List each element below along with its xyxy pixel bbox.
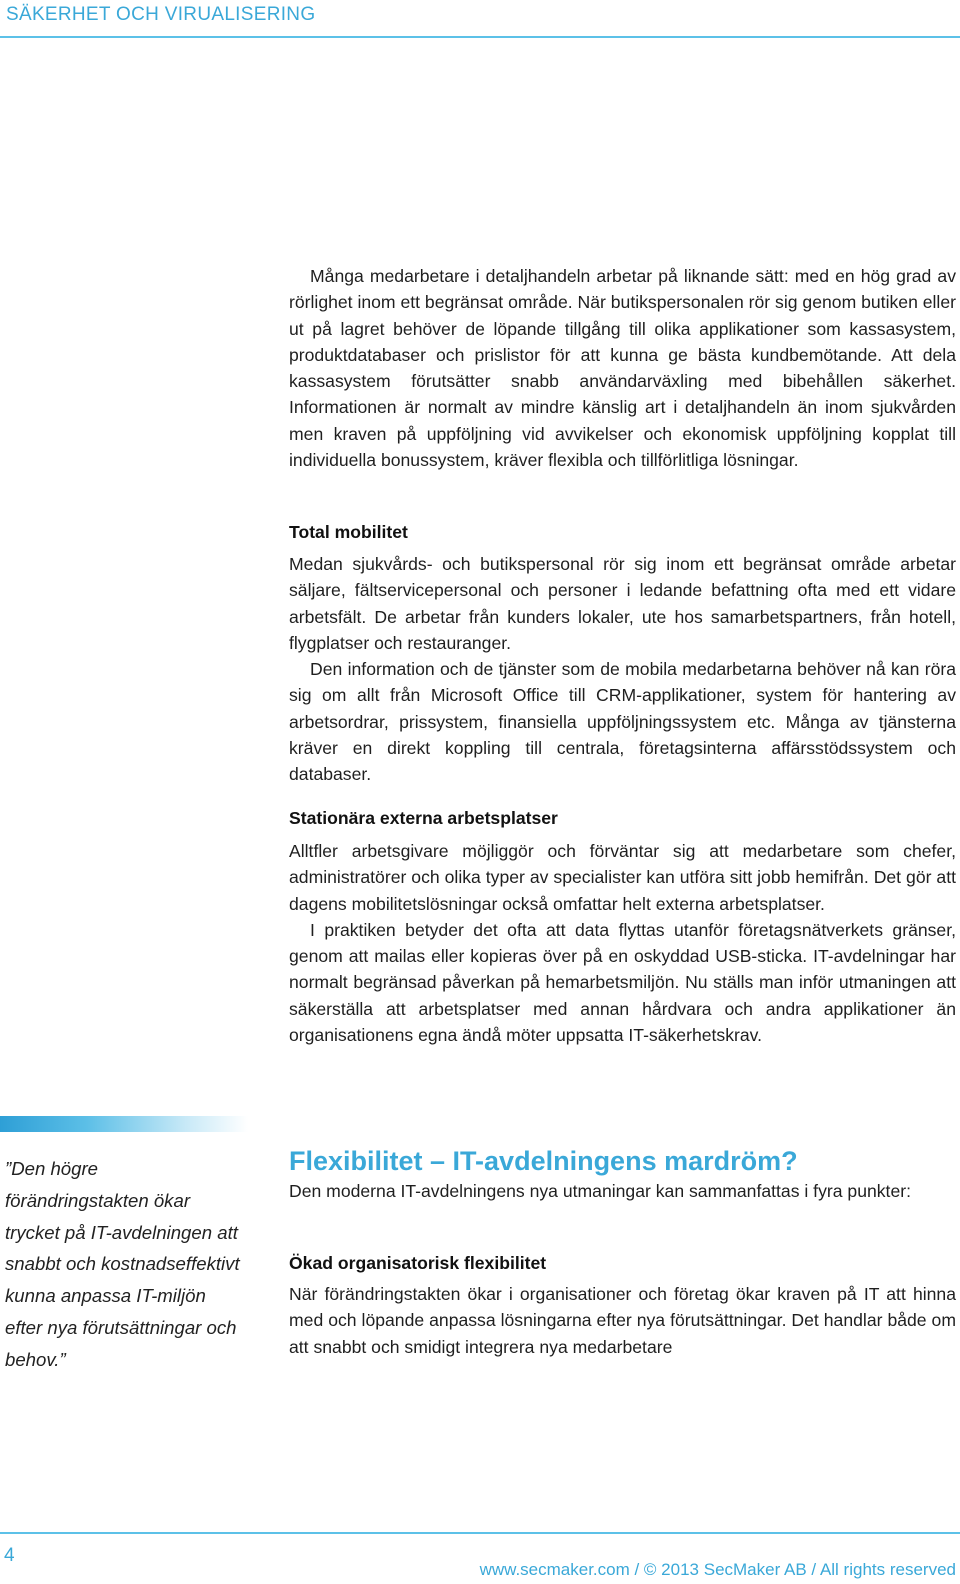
paragraph-home-work: Alltfler arbetsgivare möjliggör och förväntar sig att medarbetare som chefer, administratörer och olika typer av specialister kan utföra sitt jobb hemifrån. Det gör att dagens mobilitetslösningar också omfattar helt externa arbetsplatser. bbox=[289, 841, 956, 914]
page-number: 4 bbox=[4, 1545, 15, 1566]
footer-divider bbox=[0, 1532, 960, 1534]
paragraph-retail: Många medarbetare i detaljhandeln arbetar på liknande sätt: med en hög grad av rörlighet inom ett begränsat område. När butikspersonalen rör sig genom butiken eller ut på lagret behöver de löpande tillgång till olika applikationer som kassasystem, produktdatabaser och prislistor för att kunna ge bästa kundbemötande. Att dela kassasystem förutsätter snabb användarväxling med bibehållen säkerhet. Informationen är normalt av mindre känslig art i detaljhandeln än inom sjukvården men kraven på uppföljning vid avvikelser och ekonomisk uppföljning kopplat till individuella bonussystem, kräver flexibla och tillförlitliga lösningar. bbox=[289, 266, 956, 471]
paragraph-mobile-services: Den information och de tjänster som de mobila medarbetarna behöver nå kan röra sig om allt från Microsoft Office till CRM-applikationer, system för hantering av arbetsordrar, prissystem, finansiella uppföljningssystem etc. Många av tjänsterna kräver en direkt koppling till centrala, företagsinterna affärsstödssystem och databaser. bbox=[289, 659, 956, 785]
flexibilitet-intro-block bbox=[289, 1178, 956, 1204]
paragraph-data-outside: I praktiken betyder det ofta att data flyttas utanför företagsnätverkets gränser, genom att mailas eller kopieras över på en oskyddad USB-sticka. IT-avdelningar har normalt begränsad påverkan på hemarbetsmiljön. Nu ställs man inför utmaningen att säkerställa att arbetsplatser med annan hårdvara och andra applikationer än organisationens egna ändå möter uppsatta IT-säkerhetskrav. bbox=[289, 919, 956, 1046]
intro-text-block bbox=[289, 263, 956, 473]
heading-okad-flexibilitet: Ökad organisatorisk flexibilitet bbox=[289, 1253, 547, 1273]
pull-quote-accent-bar bbox=[0, 1116, 248, 1132]
section-title: SÄKERHET OCH VIRUALISERING bbox=[6, 4, 316, 25]
okad-flexibilitet-text-block bbox=[289, 1281, 956, 1360]
paragraph-change-rate: När förändringstakten ökar i organisationer och företag ökar kraven på IT att hinna med och löpande anpassa lösningarna efter nya förutsättningar. Det handlar både om att snabbt och smidigt integrera nya medarbetare bbox=[289, 1284, 956, 1357]
paragraph-mobile-workers: Medan sjukvårds- och butikspersonal rör sig inom ett begränsat område arbetar säljare, fältservicepersonal och personer i ledande befattning ofta med ett vidare arbetsfält. De arbetar från kunders lokaler, ute hos samarbetspartners, från hotell, flygplatser och restauranger. bbox=[289, 554, 956, 653]
paragraph-four-points: Den moderna IT-avdelningens nya utmaningar kan sammanfattas i fyra punkter: bbox=[289, 1181, 911, 1201]
pull-quote: ”Den högre förändringstakten ökar trycket på IT-avdelningen att snabbt och kostnadseffektivt kunna anpassa IT-miljön efter nya förutsättningar och behov.” bbox=[5, 1158, 240, 1370]
total-mobilitet-text-block bbox=[289, 551, 956, 788]
stationara-text-block bbox=[289, 838, 956, 1048]
heading-total-mobilitet: Total mobilitet bbox=[289, 522, 408, 542]
footer-copyright: www.secmaker.com / © 2013 SecMaker AB / All rights reserved bbox=[479, 1560, 956, 1579]
heading-stationara-arbetsplatser: Stationära externa arbetsplatser bbox=[289, 808, 558, 828]
header-divider bbox=[0, 36, 960, 38]
heading-flexibilitet: Flexibilitet – IT-avdelningens mardröm? bbox=[289, 1146, 798, 1176]
